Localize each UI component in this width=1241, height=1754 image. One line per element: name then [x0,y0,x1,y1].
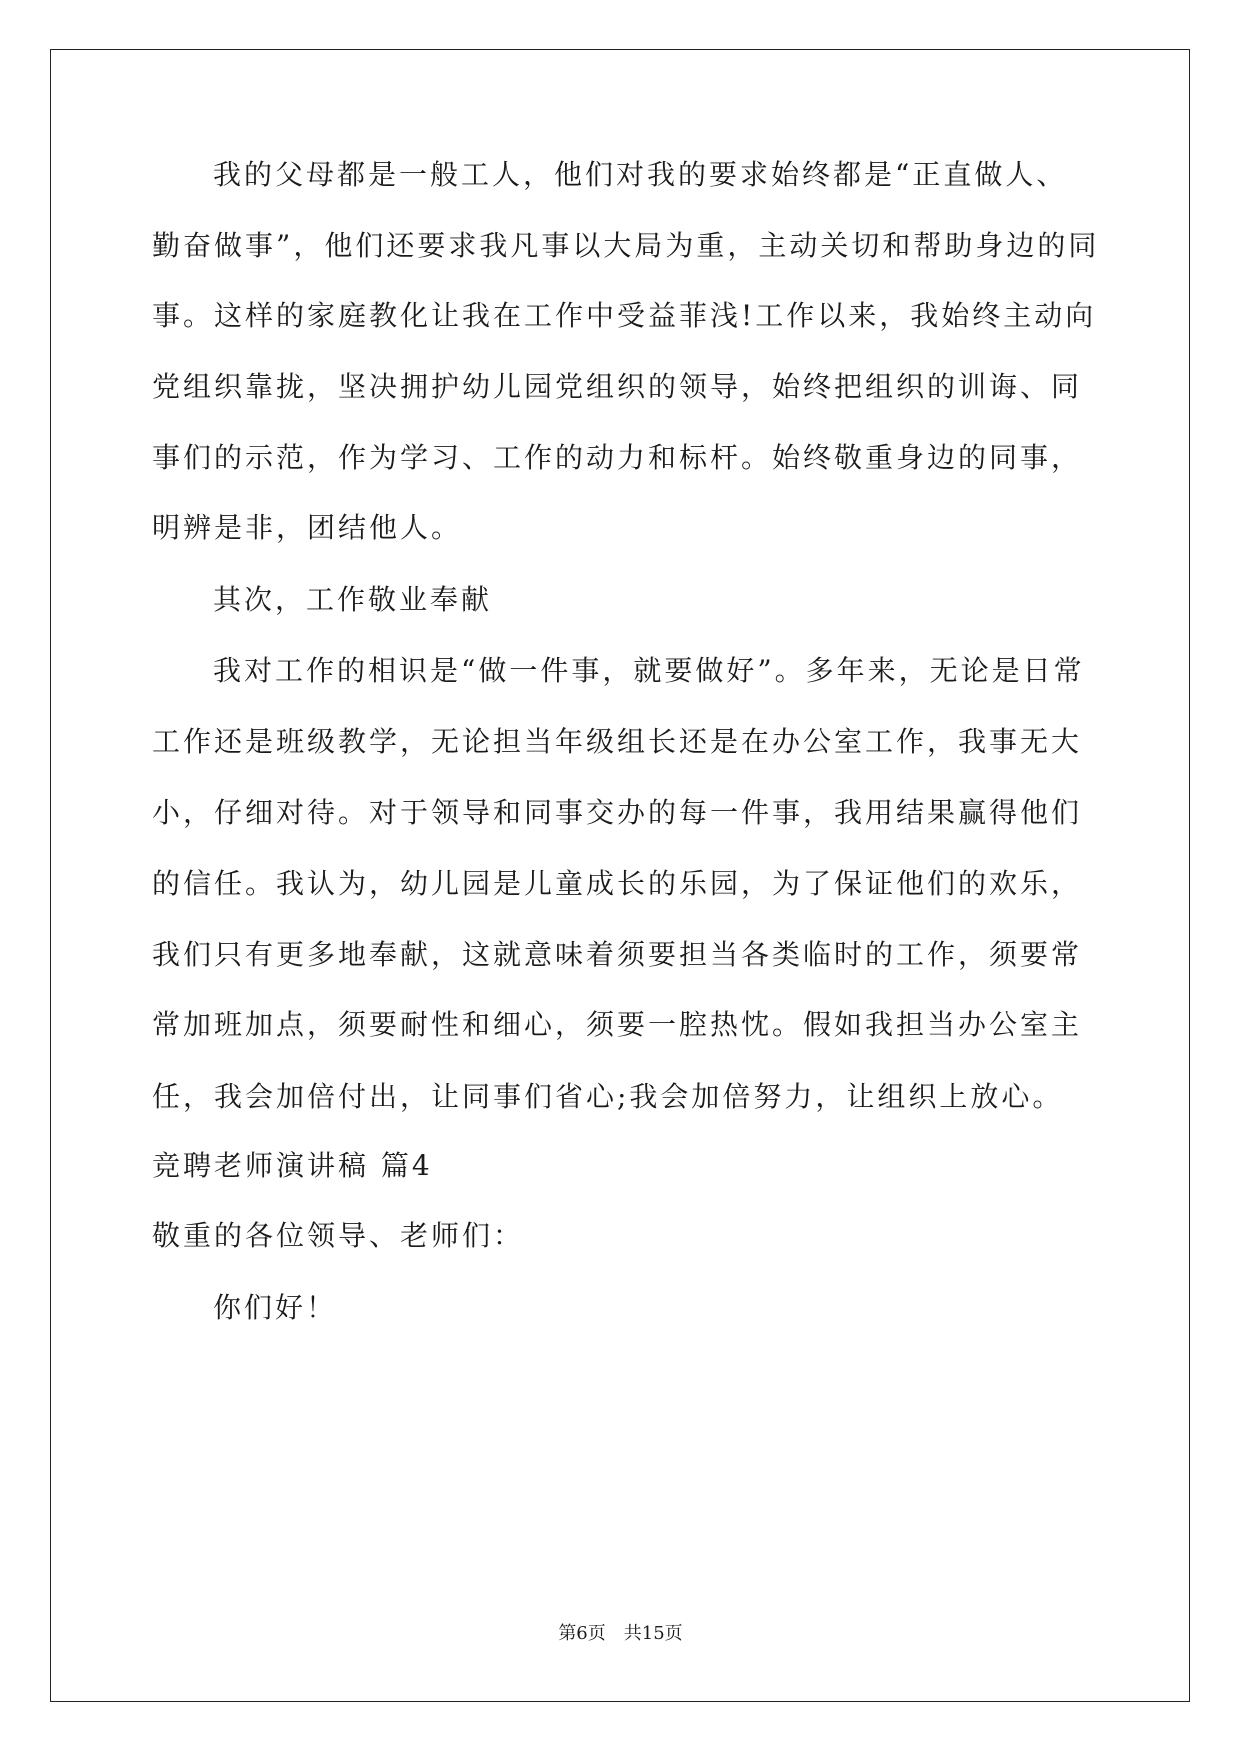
text-line: 的信任。我认为，幼儿园是儿童成长的乐园，为了保证他们的欢乐， [152,867,1083,900]
salutation: 敬重的各位领导、老师们： [152,1219,525,1252]
article-title: 竞聘老师演讲稿 篇4 [152,1149,433,1182]
text-line: 勤奋做事”，他们还要求我凡事以大局为重，主动关切和帮助身边的同 [152,229,1100,262]
text-line: 明辨是非，团结他人。 [152,511,463,544]
greeting: 你们好！ [213,1291,338,1324]
text-line: 事。这样的家庭教化让我在工作中受益菲浅!工作以来，我始终主动向 [152,299,1097,332]
text-line: 小，仔细对待。对于领导和同事交办的每一件事，我用结果赢得他们 [152,796,1083,829]
text-line: 我对工作的相识是“做一件事，就要做好”。多年来，无论是日常 [213,654,1085,687]
text-line: 常加班加点，须要耐性和细心，须要一腔热忱。假如我担当办公室主 [152,1008,1083,1041]
text-line: 事们的示范，作为学习、工作的动力和标杆。始终敬重身边的同事， [152,441,1083,474]
text-line: 党组织靠拢，坚决拥护幼儿园党组织的领导，始终把组织的训诲、同 [152,370,1083,403]
text-line: 我们只有更多地奉献，这就意味着须要担当各类临时的工作，须要常 [152,938,1083,971]
text-line: 工作还是班级教学，无论担当年级组长还是在办公室工作，我事无大 [152,725,1083,758]
text-line: 我的父母都是一般工人，他们对我的要求始终都是“正直做人、 [213,158,1068,191]
section-heading: 其次，工作敬业奉献 [213,583,493,616]
text-line: 任，我会加倍付出，让同事们省心;我会加倍努力，让组织上放心。 [152,1080,1064,1113]
page-number: 第6页 共15页 [558,1623,683,1644]
